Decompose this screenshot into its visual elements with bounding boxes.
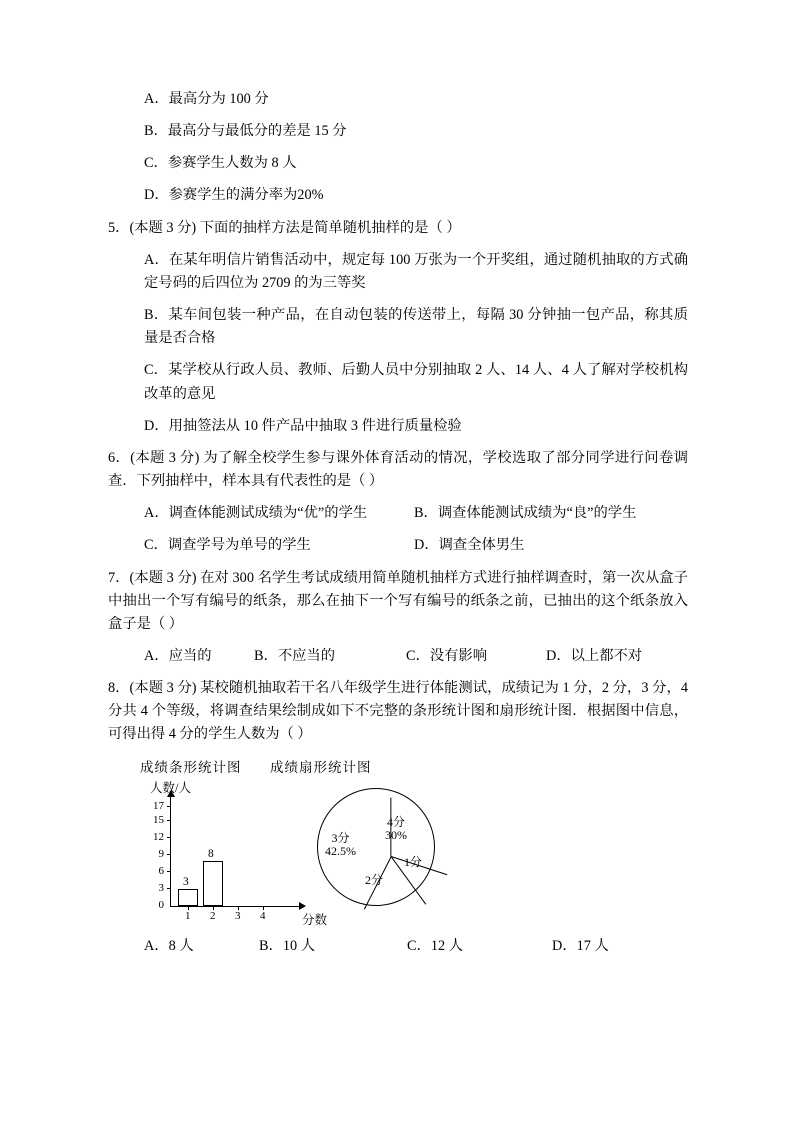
pie-label-3fen-value: 42.5% (325, 844, 356, 859)
bar-chart-x-axis (170, 906, 300, 907)
bar-ytick-0: 0 (158, 898, 164, 911)
bar-xtick-3: 3 (235, 909, 241, 922)
q7-option-c: C．没有影响 (406, 647, 488, 664)
q6-options-row-2 (108, 534, 688, 557)
bar-chart-y-axis (170, 796, 171, 906)
pie-label-2fen-text: 2分 (365, 872, 384, 887)
bar-ytickmark-12 (167, 837, 171, 838)
exam-content (108, 88, 688, 967)
q8-option-c: C．12 人 (407, 937, 464, 954)
q8-option-b: B．10 人 (259, 937, 316, 954)
bar-xtick-1: 1 (185, 909, 191, 922)
bar-ytick-17: 17 (153, 799, 164, 812)
q8-option-d: D．17 人 (552, 937, 609, 954)
bar-ytickmark-17 (167, 806, 171, 807)
bar-1 (178, 889, 198, 906)
pie-chart-title: 成绩扇形统计图 (270, 759, 372, 775)
pie-label-2fen (365, 874, 383, 888)
q5-stem: 5．(本题 3 分) 下面的抽样方法是简单随机抽样的是（ ） (108, 219, 461, 236)
bar-ytickmark-6 (167, 871, 171, 872)
q6-option-b: B．调查体能测试成绩为“良”的学生 (414, 505, 637, 522)
bar-ytick-3: 3 (158, 881, 164, 894)
q6-options-row-1 (108, 502, 688, 525)
q7-stem: 7．(本题 3 分) 在对 300 名学生考试成绩用简单随机抽样方式进行抽样调查时，第一次从盒子中抽出一个写有编号的纸条，那么在抽下一个写有编号的纸条之前，已抽出的这个纸条放入盒子是（ ） (108, 569, 688, 632)
pie-chart (303, 780, 483, 930)
statistics-figure (108, 756, 688, 931)
bar-2-value: 8 (208, 847, 214, 860)
pie-label-3fen (325, 832, 356, 860)
bar-xtick-4: 4 (260, 909, 266, 922)
q4-option-a: A．最高分为 100 分 (144, 91, 269, 107)
bar-ytickmark-3 (167, 888, 171, 889)
q5-option-a: A．在某年明信片销售活动中，规定每 100 万张为一个开奖组，通过随机抽取的方式确定号码的后四位为 2709 的为三等奖 (144, 251, 688, 291)
q5-option-c: C．某学校从行政人员、教师、后勤人员中分别抽取 2 人、14 人、4 人了解对学校机构改革的意见 (144, 362, 688, 402)
q8-options-row (108, 935, 688, 958)
bar-ytickmark-9 (167, 854, 171, 855)
q7-option-b: B．不应当的 (254, 647, 336, 664)
q6-option-d: D．调查全体男生 (414, 537, 525, 554)
q4-option-c: C．参赛学生人数为 8 人 (144, 155, 297, 172)
q8-option-a: A．8 人 (144, 937, 194, 954)
q8-stem: 8．(本题 3 分) 某校随机抽取若干名八年级学生进行体能测试，成绩记为 1 分，2 分，3 分，4 分共 4 个等级，将调查结果绘制成如下不完整的条形统计图和扇形统计图．根据图中信息，可得出得 4 分的学生人数为（ ） (108, 680, 688, 743)
q5-option-d: D．用抽签法从 10 件产品中抽取 3 件进行质量检验 (144, 417, 462, 434)
bar-ytick-9: 9 (158, 847, 164, 860)
q5-option-b: B．某车间包装一种产品，在自动包装的传送带上，每隔 30 分钟抽一包产品，称其质量是否合格 (144, 307, 688, 347)
q7-option-a: A．应当的 (144, 647, 212, 664)
bar-2 (203, 861, 223, 906)
bar-1-value: 3 (183, 875, 189, 888)
q7-options-row (108, 645, 688, 668)
bar-xtick-2: 2 (210, 909, 216, 922)
bar-ytick-15: 15 (153, 813, 164, 826)
pie-label-3fen-text: 3分 (331, 830, 350, 845)
bar-ytickmark-15 (167, 820, 171, 821)
pie-label-4fen-text: 4分 (386, 814, 405, 829)
q7-option-d: D．以上都不对 (546, 647, 643, 664)
bar-chart-ylabel: 人数/人 (150, 780, 191, 795)
q6-stem: 6．(本题 3 分) 为了解全校学生参与课外体育活动的情况，学校选取了部分同学进行问卷调查．下列抽样中，样本具有代表性的是（ ） (108, 449, 688, 490)
pie-label-4fen (385, 816, 407, 844)
bar-chart-xlabel: 分数 (302, 912, 328, 927)
pie-label-1fen (404, 856, 422, 870)
bar-ytick-12: 12 (153, 830, 164, 843)
q6-option-c: C．调查学号为单号的学生 (144, 537, 311, 554)
q6-option-a: A．调查体能测试成绩为“优”的学生 (144, 505, 368, 522)
q4-option-d: D．参赛学生的满分率为20% (144, 187, 324, 204)
q4-option-b: B．最高分与最低分的差是 15 分 (144, 123, 347, 140)
pie-label-1fen-text: 1分 (404, 854, 423, 869)
bar-chart-title: 成绩条形统计图 (140, 759, 242, 775)
bar-ytick-6: 6 (158, 864, 164, 877)
pie-label-4fen-value: 30% (385, 828, 407, 843)
